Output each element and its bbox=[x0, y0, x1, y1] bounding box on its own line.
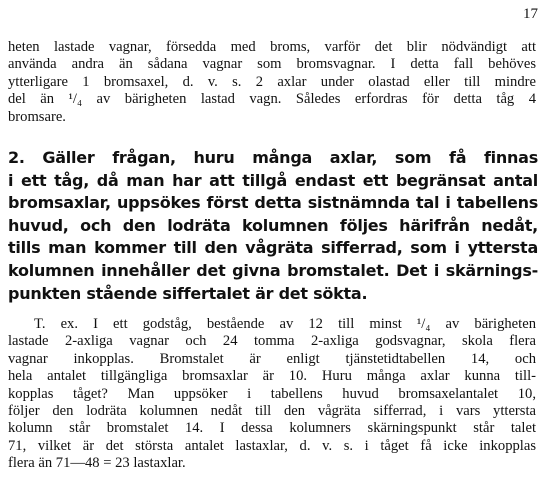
paragraph-line: kolumnen innehåller det givna bromstalet. Det i skärnings- bbox=[8, 260, 538, 280]
paragraph-line: använda andra än sådana vagnar som bromsvagnar. I detta fall behöves bbox=[8, 56, 536, 73]
bold-instruction-paragraph bbox=[8, 147, 538, 305]
paragraph-line: 71, vilket är det största antalet lastaxlar, d. v. s. i tåget få icke inkopplas bbox=[8, 437, 536, 454]
paragraph-line: bromsaxlar, uppsökes först detta sistnämnda tal i tabellens bbox=[8, 193, 538, 213]
top-paragraph bbox=[8, 39, 536, 126]
paragraph-line: punkten stående siffertalet är det sökta. bbox=[8, 283, 368, 303]
page-number: 17 bbox=[523, 6, 538, 22]
paragraph-line: ytterligare 1 bromsaxel, d. v. s. 2 axlar under olastad eller till mindre bbox=[8, 73, 536, 90]
paragraph-line: heten lastade vagnar, försedda med broms, varför det blir nödvändigt att bbox=[8, 39, 536, 55]
paragraph-line: följer den lodräta kolumnen nedåt till den vågräta sifferrad, i vars yttersta bbox=[8, 403, 536, 420]
paragraph-line-text: T. ex. I ett godståg, bestående av 12 till minst ¹/₄ av bärigheten bbox=[34, 316, 536, 332]
paragraph-line: lastade 2-axliga vagnar och 24 tomma 2-axliga godsvagnar, skola flera bbox=[8, 333, 536, 350]
paragraph-line: flera än 71—48 = 23 lastaxlar. bbox=[8, 455, 186, 472]
paragraph-line: bromsare. bbox=[8, 108, 66, 125]
example-paragraph bbox=[8, 316, 536, 473]
paragraph-line: vagnar inkopplas. Bromstalet är enligt tjänstetidtabellen 14, och bbox=[8, 350, 536, 367]
paragraph-line: tills man kommer till den vågräta sifferrad, som i yttersta bbox=[8, 238, 538, 258]
paragraph-line: i ett tåg, då man har att tillgå endast ett begränsat antal bbox=[8, 170, 538, 190]
paragraph-line: 2. Gäller frågan, huru många axlar, som få finnas bbox=[8, 148, 538, 167]
paragraph-line: del än ¹/₄ av bärigheten lastad vagn. Således erfordras för detta tåg 4 bbox=[8, 91, 536, 108]
paragraph-line: huvud, och den lodräta kolumnen följes härifrån nedåt, bbox=[8, 215, 538, 235]
paragraph-line bbox=[8, 316, 536, 333]
paragraph-line: hela antalet tillgängliga bromsaxlar är 10. Huru många axlar kunna till- bbox=[8, 368, 536, 385]
paragraph-line: kolumn står bromstalet 14. I dessa kolumners skärningspunkt står talet bbox=[8, 420, 536, 437]
paragraph-line: kopplas tåget? Man uppsöker i tabellens huvud bromsaxelantalet 10, bbox=[8, 385, 536, 402]
